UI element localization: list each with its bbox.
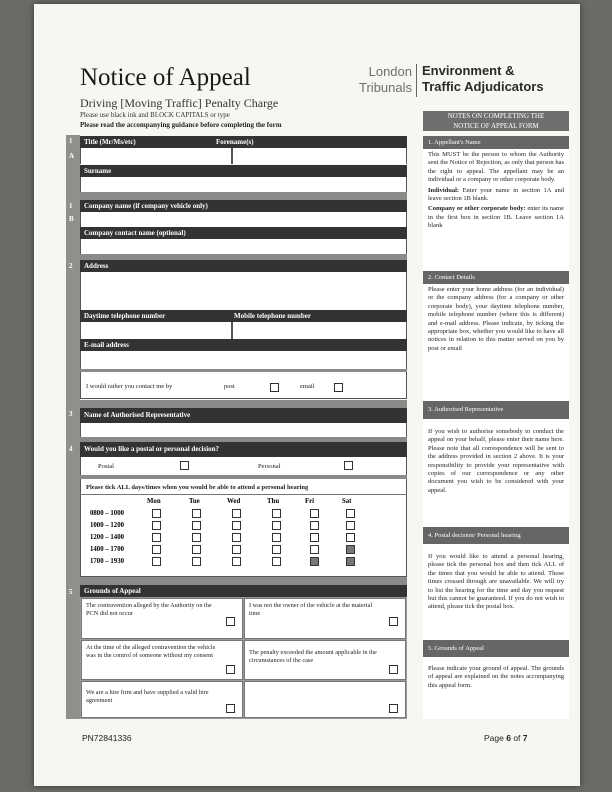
notes-2-title: 2. Contact Details bbox=[423, 271, 569, 284]
time-slot-1200: 1200 – 1400 bbox=[90, 534, 124, 541]
notes-4-body: If you would like to attend a personal hearing, please tick the personal box and then tick ALL of the times that you would be able to attend. Those times crossed through are unavailable. We will try to list the hearing for the time and day you request but this cannot be guaranteed. If you do not wish to attend, please tick the postal box. bbox=[423, 544, 569, 640]
slot-checkbox-fri-0800[interactable] bbox=[310, 509, 319, 518]
slot-checkbox-mon-0800[interactable] bbox=[152, 509, 161, 518]
rep-label: Name of Authorised Representative bbox=[80, 408, 407, 423]
slot-checkbox-fri-1400[interactable] bbox=[310, 545, 319, 554]
slot-checkbox-sat-0800[interactable] bbox=[346, 509, 355, 518]
ground-not-owner-checkbox[interactable] bbox=[389, 617, 398, 626]
section-3-number: 3 bbox=[69, 410, 73, 418]
divider bbox=[80, 192, 407, 200]
company-input[interactable] bbox=[80, 212, 407, 227]
notes-1-body: This MUST be the person to whom the Authority sent the Notice of Rejection, as only that person has the right to appeal. The appellant may be an individual or a company or other corporate body. Individual: Enter your name in section 1A and leave section 1B blank. Company or other corporate body: enter its name in the first box in section 1B. Leave section 1A blank bbox=[423, 149, 569, 271]
slot-checkbox-thu-1700[interactable] bbox=[272, 557, 281, 566]
personal-checkbox[interactable] bbox=[344, 461, 353, 470]
tick-instruction-rule bbox=[80, 494, 407, 495]
decision-row bbox=[80, 457, 407, 475]
forename-input[interactable] bbox=[232, 148, 407, 164]
postal-checkbox[interactable] bbox=[180, 461, 189, 470]
email-input[interactable] bbox=[80, 351, 407, 369]
ground-no-consent: At the time of the alleged contravention the vehicle was in the control of someone without my consent bbox=[81, 640, 243, 680]
slot-checkbox-tue-1700[interactable] bbox=[192, 557, 201, 566]
email-checkbox[interactable] bbox=[334, 383, 343, 392]
page-subtitle: Driving [Moving Traffic] Penalty Charge bbox=[80, 96, 279, 110]
slot-checkbox-tue-1400[interactable] bbox=[192, 545, 201, 554]
company-label: Company name (if company vehicle only) bbox=[80, 200, 407, 212]
slot-checkbox-wed-1700[interactable] bbox=[232, 557, 241, 566]
section-5-number: 5 bbox=[69, 588, 73, 596]
slot-checkbox-tue-1200[interactable] bbox=[192, 533, 201, 542]
address-input[interactable] bbox=[80, 272, 407, 310]
mobile-phone-input[interactable] bbox=[232, 322, 407, 339]
day-fri: Fri bbox=[305, 498, 315, 505]
notes-1-title: 1. Appellant's Name bbox=[423, 136, 569, 149]
address-label: Address bbox=[80, 260, 407, 272]
company-contact-input[interactable] bbox=[80, 239, 407, 254]
day-thu: Thu bbox=[267, 498, 280, 505]
slot-checkbox-thu-0800[interactable] bbox=[272, 509, 281, 518]
page-title: Notice of Appeal bbox=[80, 64, 251, 91]
grounds-label: Grounds of Appeal bbox=[80, 585, 407, 597]
email-option-label: email bbox=[300, 383, 315, 390]
slot-checkbox-thu-1400[interactable] bbox=[272, 545, 281, 554]
divider bbox=[80, 577, 407, 585]
logo-london: London Tribunals bbox=[359, 64, 412, 95]
slot-checkbox-sat-1000[interactable] bbox=[346, 521, 355, 530]
slot-checkbox-wed-1200[interactable] bbox=[232, 533, 241, 542]
time-slot-1000: 1000 – 1200 bbox=[90, 522, 124, 529]
instruction-guidance: Please read the accompanying guidance before completing the form bbox=[80, 121, 282, 129]
notes-heading: NOTES ON COMPLETING THE NOTICE OF APPEAL FORM bbox=[423, 111, 569, 131]
day-wed: Wed bbox=[227, 498, 241, 505]
ground-no-consent-checkbox[interactable] bbox=[226, 665, 235, 674]
email-label: E-mail address bbox=[80, 339, 407, 351]
company-contact-label: Company contact name (optional) bbox=[80, 227, 407, 239]
section-2-number: 2 bbox=[69, 262, 73, 270]
slot-checkbox-wed-1400[interactable] bbox=[232, 545, 241, 554]
slot-checkbox-mon-1400[interactable] bbox=[152, 545, 161, 554]
slot-checkbox-sat-1400[interactable] bbox=[346, 545, 355, 554]
slot-checkbox-thu-1000[interactable] bbox=[272, 521, 281, 530]
post-option-label: post bbox=[224, 383, 235, 390]
section-1-number: 1 bbox=[69, 137, 73, 145]
slot-checkbox-thu-1200[interactable] bbox=[272, 533, 281, 542]
notes-2-body: Please enter your home address (for an individual) or the company address (for a company or other corporate body), your daytime telephone number, mobile telephone number (where this is different) and e-mail address. Please indicate, by ticking the appropriate box, whether you would like to have all notices in relation to this matter served on you by post or email bbox=[423, 284, 569, 401]
personal-option-label: Personal bbox=[258, 463, 281, 470]
slot-checkbox-sat-1700[interactable] bbox=[346, 557, 355, 566]
contact-preference-text: I would rather you contact me by bbox=[86, 383, 173, 390]
decision-question: Would you like a postal or personal decision? bbox=[80, 442, 407, 457]
slot-checkbox-fri-1000[interactable] bbox=[310, 521, 319, 530]
notes-3-body: If you wish to authorise somebody to conduct the appeal on your behalf, please enter their name here. Please note that all correspondence will be sent to the address provided in section 2 above. It is your responsibility to provide your representative with copies of our correspondence or any other document you wish to be considered with your appeal. bbox=[423, 419, 569, 527]
slot-checkbox-wed-0800[interactable] bbox=[232, 509, 241, 518]
slot-checkbox-wed-1000[interactable] bbox=[232, 521, 241, 530]
slot-checkbox-fri-1200[interactable] bbox=[310, 533, 319, 542]
section-1b-letter: B bbox=[69, 215, 74, 223]
page-indicator: Page 6 of 7 bbox=[484, 733, 528, 743]
slot-checkbox-tue-1000[interactable] bbox=[192, 521, 201, 530]
ground-contravention-checkbox[interactable] bbox=[226, 617, 235, 626]
day-sat: Sat bbox=[342, 498, 352, 505]
ground-hire-firm: We are a hire firm and have supplied a valid hire agreement bbox=[81, 681, 243, 718]
slot-checkbox-tue-0800[interactable] bbox=[192, 509, 201, 518]
title-input[interactable] bbox=[80, 148, 232, 164]
ground-hire-firm-checkbox[interactable] bbox=[226, 704, 235, 713]
slot-checkbox-mon-1200[interactable] bbox=[152, 533, 161, 542]
slot-checkbox-mon-1000[interactable] bbox=[152, 521, 161, 530]
time-slot-0800: 0800 – 1000 bbox=[90, 510, 124, 517]
slot-checkbox-sat-1200[interactable] bbox=[346, 533, 355, 542]
tick-instruction: Please tick ALL days/times when you would be able to attend a personal hearing bbox=[86, 484, 309, 491]
time-slot-1700: 1700 – 1930 bbox=[90, 558, 124, 565]
slot-checkbox-fri-1700[interactable] bbox=[310, 557, 319, 566]
notes-4-title: 4. Postal decision/ Personal hearing bbox=[423, 527, 569, 544]
day-tue: Tue bbox=[189, 498, 200, 505]
rep-input[interactable] bbox=[80, 423, 407, 437]
logo-divider bbox=[416, 64, 417, 97]
section-1a-letter: A bbox=[69, 152, 75, 160]
time-slot-1400: 1400 – 1700 bbox=[90, 546, 124, 553]
form-page bbox=[34, 4, 580, 786]
slot-checkbox-mon-1700[interactable] bbox=[152, 557, 161, 566]
ground-penalty-exceeded: The penalty exceeded the amount applicable in the circumstances of the case bbox=[244, 640, 406, 680]
section-1b-number: 1 bbox=[69, 202, 73, 210]
ground-extra-checkbox[interactable] bbox=[389, 704, 398, 713]
day-mon: Mon bbox=[147, 498, 161, 505]
postal-option-label: Postal bbox=[98, 463, 114, 470]
divider bbox=[80, 400, 407, 408]
notes-5-body: Please indicate your ground of appeal. The grounds of appeal are explained on the notes accompanying this appeal form. bbox=[423, 657, 569, 719]
notes-5-title: 5. Grounds of Appeal bbox=[423, 640, 569, 657]
section-4-number: 4 bbox=[69, 445, 73, 453]
form-reference: PN72841336 bbox=[82, 733, 132, 743]
ground-empty bbox=[244, 681, 406, 718]
ground-contravention: The contravention alleged by the Authority on the PCN did not occur bbox=[81, 598, 243, 639]
surname-label: Surname bbox=[80, 165, 407, 177]
instruction-ink: Please use black ink and BLOCK CAPITALS or type bbox=[80, 111, 230, 119]
post-checkbox[interactable] bbox=[270, 383, 279, 392]
ground-penalty-exceeded-checkbox[interactable] bbox=[389, 665, 398, 674]
ground-not-owner: I was not the owner of the vehicle at the material time bbox=[244, 598, 406, 639]
surname-input[interactable] bbox=[80, 177, 407, 192]
daytime-phone-label: Daytime telephone number Mobile telephone number bbox=[80, 310, 407, 322]
logo-etat: Environment & Traffic Adjudicators bbox=[422, 63, 544, 94]
daytime-phone-input[interactable] bbox=[80, 322, 232, 339]
title-label: Title (Mr/Ms/etc) Forename(s) bbox=[80, 136, 407, 148]
notes-3-title: 3. Authorised Representative bbox=[423, 401, 569, 419]
